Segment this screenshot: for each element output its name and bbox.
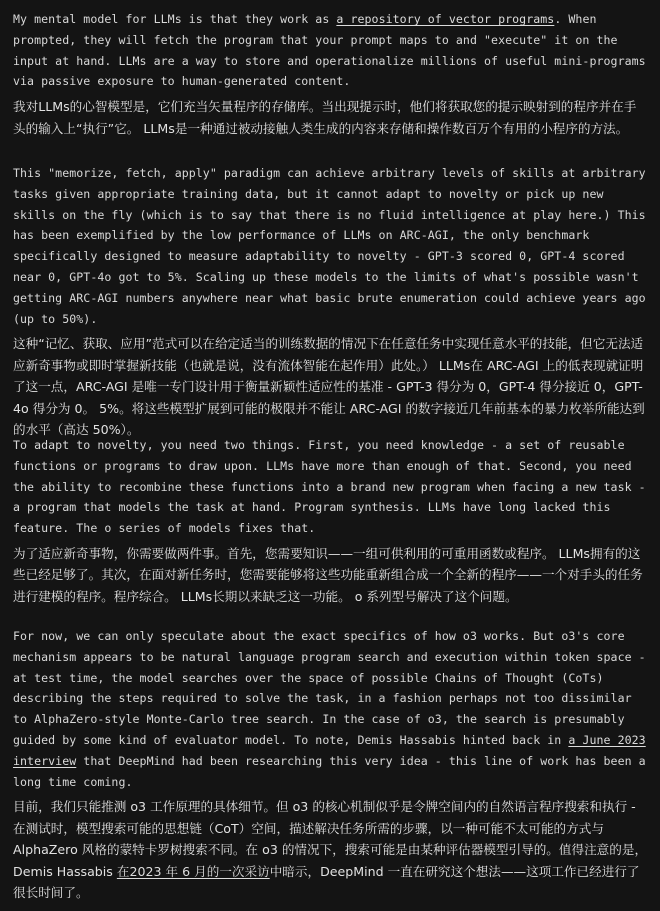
- section-3: [13, 435, 648, 607]
- section-1: [13, 9, 648, 139]
- interview-link-zh[interactable]: 在2023 年 6 月的一次采访: [116, 863, 270, 879]
- section-2: [13, 163, 648, 441]
- english-paragraph: [13, 9, 648, 92]
- section-4: [13, 626, 648, 904]
- english-paragraph: [13, 626, 648, 792]
- chinese-paragraph: 为了适应新奇事物，你需要做两件事。首先，您需要知识——一组可供利用的可重用函数或程序。 LLMs拥有的这些已经足够了。其次，在面对新任务时，您需要能够将这些功能重新组合成一个全新的程序——一个对手头的任务进行建模的程序。程序综合。 LLMs长期以来缺乏这一功能。 o 系列型号解决了这个问题。: [13, 545, 643, 604]
- chinese-paragraph: 我对LLMs的心智模型是，它们充当矢量程序的存储库。当出现提示时，他们将获取您的提示映射到的程序并在手头的输入上“执行”它。 LLMs是一种通过被动接触人类生成的内容来存储和操作数百万个有用的小程序的方法。: [13, 99, 637, 136]
- english-paragraph: To adapt to novelty, you need two things. First, you need knowledge - a set of reusable functions or programs to draw upon. LLMs have more than enough of that. Second, you need the ability to recombine these functions into a brand new program when facing a new task - a program that models the task at hand. Program synthesis. LLMs have long lacked this feature. The o series of models fixes that.: [13, 438, 646, 536]
- text: . When prompted, they will fetch the program that your prompt maps to and "execute" it on the input at hand. LLMs are a way to store and operationalize millions of useful mini-programs via passive exposure to human-generated content.: [13, 12, 646, 89]
- vector-programs-link[interactable]: a repository of vector programs: [336, 12, 555, 26]
- english-paragraph: This "memorize, fetch, apply" paradigm can achieve arbitrary levels of skills at arbitrary tasks given appropriate training data, but it cannot adapt to novelty or pick up new skills on the fly (which is to say that there is no fluid intelligence at play here.) This has been exemplified by the low performance of LLMs on ARC-AGI, the only benchmark specifically designed to measure adaptability to novelty - GPT-3 scored 0, GPT-4 scored near 0, GPT-4o got to 5%. Scaling up these models to the limits of what's possible wasn't getting ARC-AGI numbers anywhere near what basic brute enumeration could achieve years ago (up to 50%).: [13, 166, 646, 326]
- text: 中暗示，DeepMind 一直在研究这个想法——这项工作已经进行了很长时间了。: [13, 863, 640, 901]
- chinese-paragraph: [13, 796, 648, 904]
- text: My mental model for LLMs is that they work as: [13, 12, 337, 26]
- text: that DeepMind had been researching this very idea - this line of work has been a long time coming.: [13, 753, 646, 789]
- text: 目前，我们只能推测 o3 工作原理的具体细节。但 o3 的核心机制似乎是令牌空间内的自然语言程序搜索和执行 - 在测试时，模型搜索可能的思想链（CoT）空间，描述解决任务所需的步骤，以一种可能不太可能的方式与 AlphaZero 风格的蒙特卡罗树搜索不同。在 o3 的情况下，搜索可能是由某种评估器模型引导的。值得注意的是，Demis Hassabis: [13, 799, 648, 879]
- text: For now, we can only speculate about the exact specifics of how o3 works. But o3's core mechanism appears to be natural language program search and execution within token space - at test time, the model searches over the space of possible Chains of Thought (CoTs) describing the steps required to solve the task, in a fashion perhaps not too dissimilar to AlphaZero-style Monte-Carlo tree search. In the case of o3, the search is presumably guided by some kind of evaluator model. To note, Demis Hassabis hinted back in: [13, 629, 646, 747]
- chinese-paragraph: 这种“记忆、获取、应用”范式可以在给定适当的训练数据的情况下在任意任务中实现任意水平的技能，但它无法适应新奇事物或即时掌握新技能（也就是说，没有流体智能在起作用）此处。） LLMs在 ARC-AGI 上的低表现就证明了这一点，ARC-AGI 是唯一专门设计用于衡量新颖性适应性的基准 - GPT-3 得分为 0，GPT-4 得分接近 0，GPT-4o 得分为 0。 5%。将这些模型扩展到可能的极限并不能让 ARC-AGI 的数字接近几年前基本的暴力枚举所能达到的水平（高达 50%）。: [13, 336, 645, 438]
- interview-link[interactable]: a June 2023 interview: [13, 732, 646, 768]
